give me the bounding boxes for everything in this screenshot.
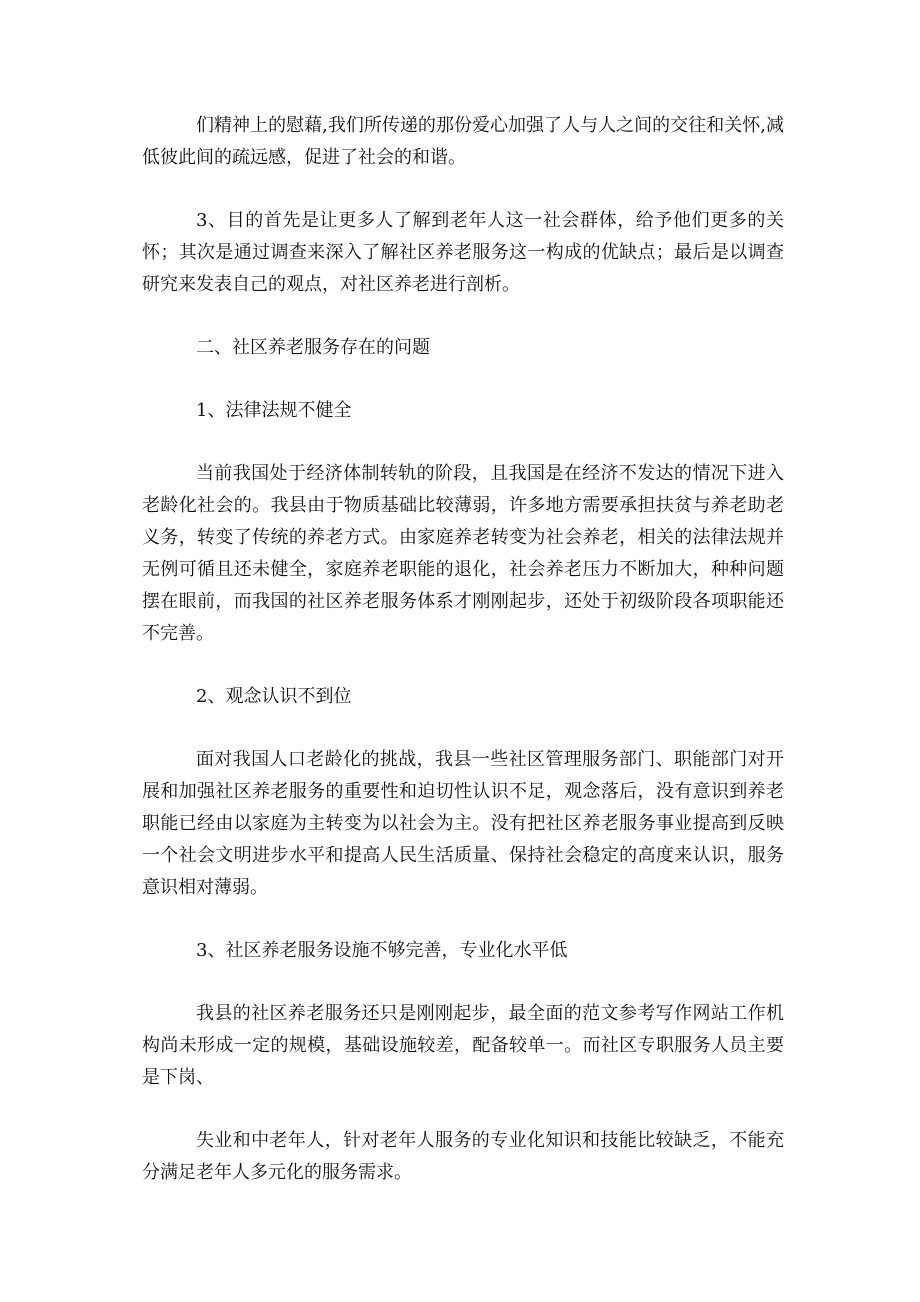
paragraph-purpose-3: 3、目的首先是让更多人了解到老年人这一社会群体，给予他们更多的关怀；其次是通过调查来深入了解社区养老服务这一构成的优缺点；最后是以调查研究来发表自己的观点，对社区养老进行剖析。 <box>142 210 784 295</box>
paragraph-laws: 当前我国处于经济体制转轨的阶段，且我国是在经济不发达的情况下进入老龄化社会的。我县由于物质基础比较薄弱，许多地方需要承担扶贫与养老助老义务，转变了传统的养老方式。由家庭养老转变为社会养老，相关的法律法规并无例可循且还未健全，家庭养老职能的退化，社会养老压力不断加大，种种问题摆在眼前，而我国的社区养老服务体系才刚刚起步，还处于初级阶段各项职能还不完善。 <box>142 463 784 644</box>
subheading-laws: 1、法律法规不健全 <box>196 400 352 421</box>
subheading-awareness: 2、观念认识不到位 <box>196 686 352 707</box>
subheading-facilities: 3、社区养老服务设施不够完善，专业化水平低 <box>196 940 568 961</box>
paragraph-continuation: 们精神上的慰藉,我们所传递的那份爱心加强了人与人之间的交往和关怀,减低彼此间的疏远感，促进了社会的和谐。 <box>142 115 784 168</box>
paragraph-facilities: 我县的社区养老服务还只是刚刚起步，最全面的范文参考写作网站工作机构尚未形成一定的规模，基础设施较差，配备较单一。而社区专职服务人员主要是下岗、 <box>142 1003 784 1088</box>
document-body <box>142 110 784 1220</box>
section-heading-problems: 二、社区养老服务存在的问题 <box>196 337 430 358</box>
paragraph-awareness: 面对我国人口老龄化的挑战，我县一些社区管理服务部门、职能部门对开展和加强社区养老服务的重要性和迫切性认识不足，观念落后，没有意识到养老职能已经由以家庭为主转变为以社会为主。没有把社区养老服务事业提高到反映一个社会文明进步水平和提高人民生活质量、保持社会稳定的高度来认识，服务意识相对薄弱。 <box>142 749 784 898</box>
paragraph-staff: 失业和中老年人，针对老年人服务的专业化知识和技能比较缺乏，不能充分满足老年人多元化的服务需求。 <box>142 1130 784 1183</box>
